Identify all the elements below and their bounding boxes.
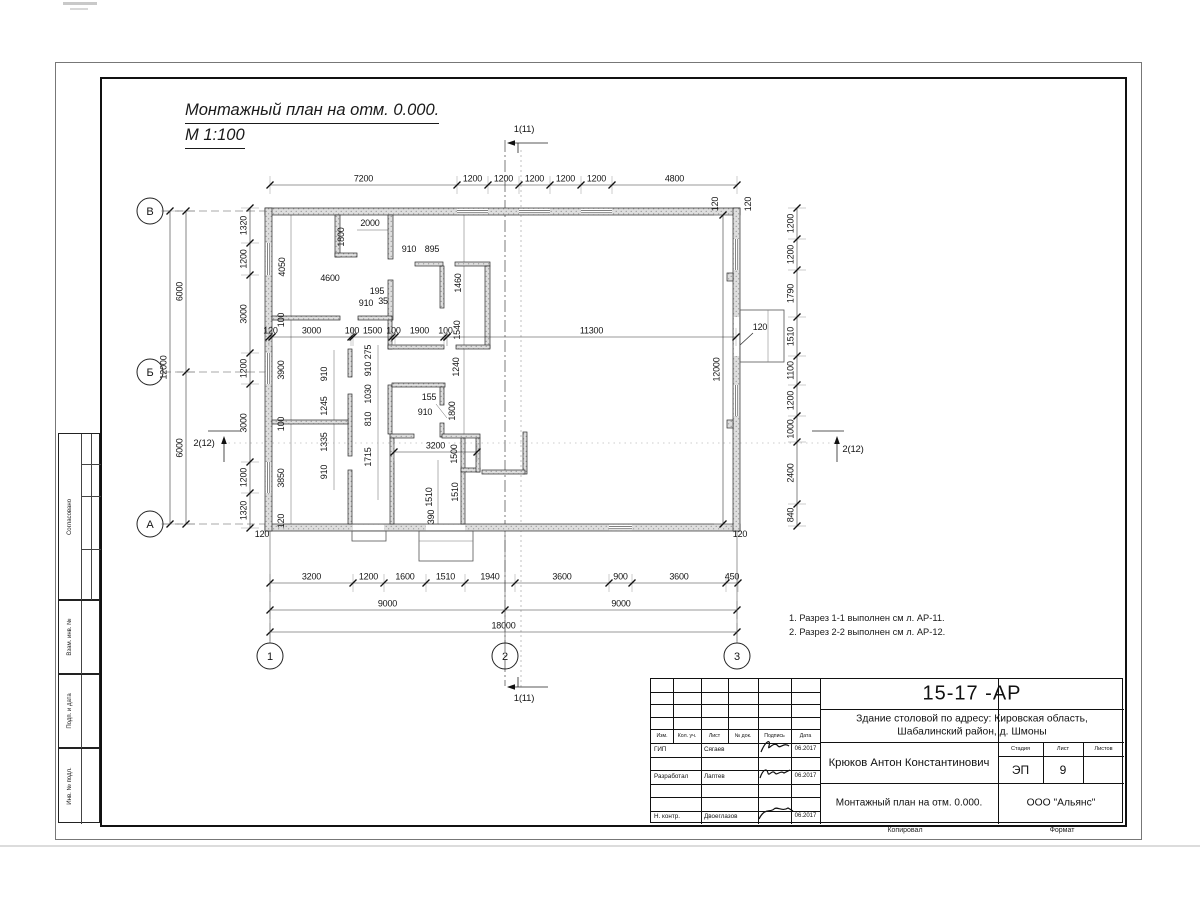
sidebar-box-approved [58, 433, 100, 600]
axis-and-section-lines [223, 140, 837, 687]
wall-pilaster [727, 420, 733, 428]
dim-label: 2(12) [193, 438, 215, 449]
chief-name: Крюков Антон Константинович [828, 757, 990, 769]
dim-label: 2400 [785, 463, 796, 483]
dim-label: 3 [734, 651, 740, 663]
signature-razrab [757, 764, 793, 784]
dim-label: 4600 [320, 273, 340, 283]
dim-label: 120 [263, 325, 278, 336]
dim-label: 1510 [450, 482, 460, 502]
dim-label: 1600 [395, 571, 415, 582]
dim-label: 100 [276, 416, 286, 432]
dim-label: Б [146, 367, 154, 379]
walls-group [265, 208, 740, 531]
dim-label: 1240 [451, 357, 461, 377]
dim-label: 900 [613, 571, 628, 582]
note-line: 2. Разрез 2-2 выполнен см л. АР-12. [789, 627, 946, 637]
wall-segment [440, 387, 444, 405]
door-opening [353, 525, 384, 530]
wall-segment [265, 208, 740, 215]
wall-segment [523, 432, 527, 474]
notes [789, 611, 945, 639]
signature-nkontr [755, 803, 795, 823]
dim-label: 1200 [462, 173, 483, 184]
dim-label: 1200 [493, 173, 514, 184]
stamp-col-koluch: Кол. уч. [677, 733, 697, 739]
wall-segment [482, 470, 525, 474]
dim-label: 1335 [319, 432, 329, 452]
door-opening [426, 525, 465, 530]
dim-label: 9000 [611, 598, 631, 609]
dim-label: 3600 [552, 571, 572, 582]
dim-label: 1200 [238, 467, 249, 488]
dim-label: 1510 [785, 326, 796, 347]
dim-label: 1000 [785, 419, 796, 439]
dim-label: 910 [417, 407, 433, 417]
dim-label: 6000 [174, 281, 185, 302]
stamp-col-izm: Изм. [656, 733, 668, 739]
dim-label: 2(12) [842, 444, 864, 455]
wall-segment [388, 215, 393, 259]
dim-label: 1500 [362, 325, 383, 336]
dim-label: 12000 [711, 357, 722, 382]
dim-label: 1200 [238, 249, 249, 269]
dim-label: 910 [319, 366, 329, 382]
stamp-col-data: Дата [799, 733, 812, 739]
drawing-title-line1: Монтажный план на отм. 0.000. [185, 99, 439, 124]
stamp-role: Н. контр. [654, 813, 680, 820]
wall-segment [461, 438, 465, 472]
section-marker-arrow [834, 436, 840, 444]
dim-label: 100 [438, 325, 453, 336]
dim-label: 100 [276, 312, 286, 328]
dim-label: 195 [369, 286, 385, 296]
project-address-line1: Здание столовой по адресу: Кировская область, [856, 713, 1088, 725]
dim-label: 3000 [301, 325, 322, 336]
doc-number: 15-17 -АР [922, 682, 1022, 705]
dim-label: 1(11) [513, 124, 535, 135]
dim-label: 450 [724, 571, 740, 582]
stamp-col-podpis: Подпись [764, 733, 785, 739]
section-marker-arrow [221, 436, 227, 444]
dim-label: 1200 [524, 173, 545, 184]
sheet-label: Лист [1056, 746, 1070, 752]
dim-label: 1715 [363, 447, 373, 467]
dim-label: 6000 [174, 438, 185, 458]
wall-pilaster [727, 273, 733, 281]
dim-label: 1800 [447, 401, 457, 421]
dim-label: 1200 [785, 213, 796, 234]
stamp-name: Двоеглазов [704, 813, 738, 820]
dim-label: 1940 [480, 571, 500, 582]
dim-label: 120 [276, 513, 286, 529]
wall-segment [415, 262, 443, 266]
dim-label: 1320 [238, 215, 249, 236]
windows-group [266, 209, 784, 561]
sidebar-box-inv [58, 748, 100, 823]
wall-segment [456, 345, 490, 349]
dim-label: 1900 [409, 325, 430, 336]
dim-label: 3200 [301, 571, 322, 582]
dim-label: 9000 [377, 598, 398, 609]
dim-label: 155 [421, 392, 437, 402]
dim-label: 120 [254, 529, 270, 539]
dim-label: 1100 [785, 361, 796, 380]
wall-segment [265, 524, 740, 531]
wall-segment [476, 438, 480, 472]
dim-label: 895 [424, 244, 440, 254]
dim-label: 275 [363, 344, 373, 360]
dim-label: 1200 [785, 390, 796, 411]
wall-segment [455, 262, 490, 266]
dim-label: 1245 [319, 396, 329, 416]
sidebar-box-podp [58, 674, 100, 748]
wall-segment [358, 316, 392, 320]
dim-label: 910 [319, 464, 329, 480]
dim-label: 1200 [586, 173, 607, 184]
dim-label: 1030 [363, 384, 373, 404]
dim-label: 3600 [669, 571, 689, 582]
dim-label: 35 [378, 296, 388, 306]
dim-label: 840 [785, 507, 796, 523]
dim-label: 1 [267, 651, 273, 663]
stamp-date: 06.2017 [794, 746, 817, 752]
dim-label: 100 [344, 325, 360, 336]
dim-label: 100 [386, 325, 401, 336]
wall-segment [390, 438, 394, 524]
dim-label: 1510 [424, 487, 434, 507]
dim-label: 1540 [452, 320, 462, 340]
sheet-value: 9 [1059, 763, 1067, 777]
dim-label: 910 [358, 298, 374, 308]
drawing-title-line2: М 1:100 [185, 124, 245, 149]
stamp-date: 06.2017 [794, 813, 817, 819]
dim-label: 1320 [238, 500, 249, 521]
dim-label: 1(11) [513, 693, 535, 704]
stamp-date: 06.2017 [794, 773, 817, 779]
wall-segment [348, 394, 352, 456]
dim-label: 1800 [336, 227, 346, 247]
porch [419, 531, 473, 561]
wall-segment [485, 266, 490, 348]
dim-label: 2 [502, 651, 508, 663]
wall-segment [461, 472, 465, 524]
dim-label: 3200 [425, 440, 446, 451]
stage-label: Стадия [1010, 746, 1031, 752]
dim-label: 1200 [555, 173, 576, 184]
wall-segment [335, 253, 357, 257]
wall-segment [390, 434, 414, 438]
sheets-label: Листов [1094, 746, 1113, 752]
sidebar-label: Подп. и дата [67, 693, 73, 729]
dim-label: 3000 [238, 304, 249, 324]
dim-label: 120 [743, 196, 753, 212]
footer-format: Формат [1049, 827, 1075, 834]
stamp-role: ГИП [654, 746, 667, 753]
dim-label: 810 [363, 411, 373, 427]
sidebar-box-vzam [58, 600, 100, 674]
stamp-role: Разработал [654, 773, 689, 780]
wall-segment [388, 385, 392, 434]
title-block [650, 678, 1123, 823]
dim-label: 3850 [276, 468, 286, 488]
dim-label: 7200 [353, 173, 374, 184]
dim-label: 1200 [358, 571, 379, 582]
sidebar-label: Согласовано [67, 498, 73, 535]
porch [352, 531, 386, 541]
dim-label: 12000 [158, 355, 169, 380]
dim-label: 4800 [664, 173, 685, 184]
project-address-line2: Шабалинский район, д. Шмоны [897, 726, 1047, 738]
dim-label: 3900 [276, 360, 286, 380]
dim-label: 1200 [238, 358, 249, 379]
stamp-name: Сягаев [704, 746, 725, 753]
dim-label: 1460 [453, 273, 463, 293]
dim-label: В [146, 206, 154, 218]
wall-segment [388, 345, 444, 349]
dim-label: 2000 [360, 218, 380, 228]
porch [740, 310, 784, 362]
drawing-title [185, 99, 439, 149]
dim-label: 18000 [491, 620, 516, 631]
dim-label: 1790 [785, 283, 796, 304]
dim-label: 1500 [449, 444, 459, 464]
signature-gip [757, 737, 793, 757]
dim-label: 910 [401, 244, 417, 254]
drawing-name: Монтажный план на отм. 0.000. [835, 797, 983, 809]
wall-segment [388, 280, 393, 320]
dim-label: 120 [732, 529, 748, 539]
footer-copied: Копировал [887, 827, 923, 834]
wall-segment [442, 434, 480, 438]
dim-label: 910 [363, 361, 373, 377]
stamp-name: Лаптев [704, 773, 725, 780]
stamp-col-dok: № док. [734, 733, 752, 739]
dim-label: 120 [710, 196, 720, 212]
note-line: 1. Разрез 1-1 выполнен см л. АР-11. [789, 613, 945, 623]
wall-segment [392, 383, 445, 387]
dim-label: 1510 [435, 571, 456, 582]
wall-segment [348, 470, 352, 524]
dim-label: А [146, 519, 154, 531]
stage-value: ЭП [1011, 763, 1030, 777]
sidebar-label: Взам. инв. № [67, 618, 73, 656]
dim-label: 390 [426, 509, 436, 525]
dim-label: 1200 [785, 244, 796, 265]
company-name: ООО "Альянс" [1026, 797, 1096, 809]
section-marker-arrow [507, 684, 515, 690]
wall-segment [348, 349, 352, 377]
wall-segment [440, 266, 444, 308]
dim-label: 11300 [579, 325, 604, 336]
section-marker-arrow [507, 140, 515, 146]
dim-label: 120 [752, 322, 768, 332]
dim-label: 3000 [238, 413, 249, 433]
dim-label: 4050 [277, 257, 287, 277]
stamp-col-list: Лист [708, 733, 721, 739]
sidebar-label: Инв. № подл. [67, 766, 73, 805]
